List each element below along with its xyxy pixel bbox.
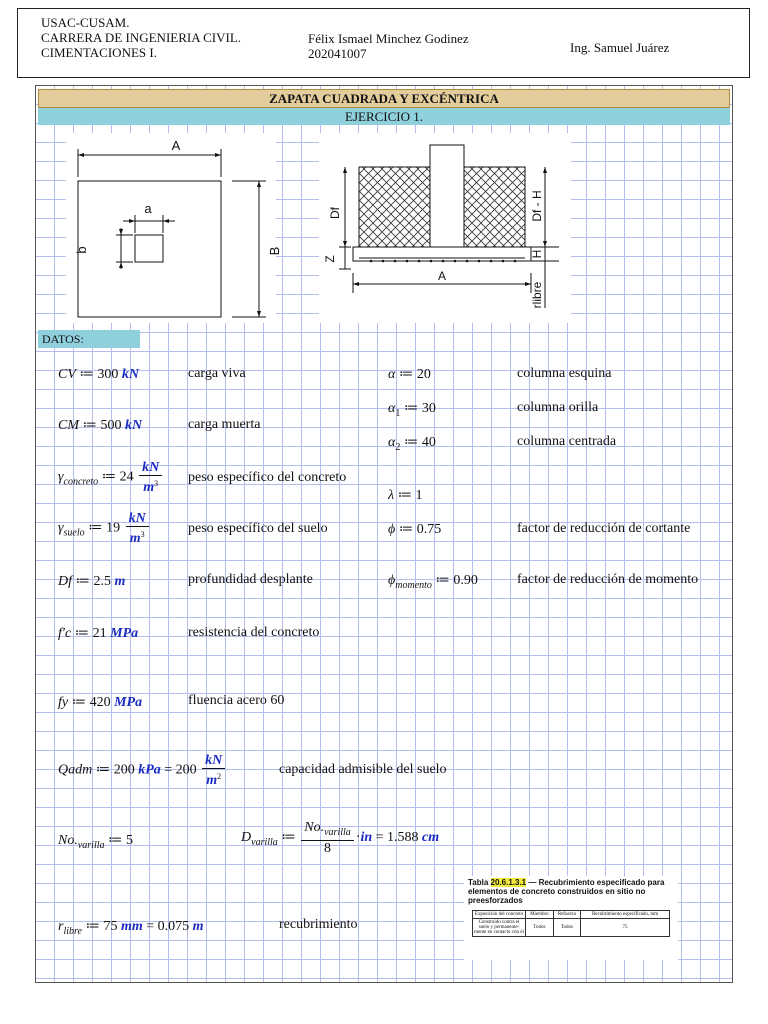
table-cell: Construido contra el suelo y permanente-mente en contacto con él — [474, 920, 524, 935]
dim-B-label: B — [267, 246, 282, 256]
column-section — [430, 145, 464, 247]
desc-alpha1: columna orilla — [517, 400, 599, 415]
student-name: Félix Ismael Minchez Godinez — [308, 31, 469, 46]
datos-label: DATOS: — [38, 330, 140, 348]
cover-table-image — [464, 876, 678, 960]
eq-fc: f′c ≔ 21 MPa — [58, 626, 139, 641]
eq-gamma-suelo: $\gamma_{suelo}$ ≔ 19 $\frac{kN}{m^3}$ — [58, 511, 151, 546]
table-cell: Todos — [526, 919, 554, 937]
footing-slab — [353, 247, 531, 261]
eq-gamma-concreto: $\gamma_{concreto}$ ≔ 24 $\frac{kN}{m^3}$ — [58, 460, 164, 495]
dim-A-section-label: A — [437, 269, 447, 283]
eq-alpha2: $\alpha_2$ ≔ 40 — [388, 435, 436, 453]
exercise-title: EJERCICIO 1. — [38, 108, 730, 125]
desc-cv: carga viva — [188, 366, 246, 381]
table-header-cell: Recubrimiento especificado, mm — [581, 911, 670, 919]
course: CIMENTACIONES I. — [41, 45, 157, 60]
desc-alpha: columna esquina — [517, 366, 612, 381]
table-header-cell: Exposición del concreto — [473, 911, 526, 919]
header-institution-block — [41, 15, 241, 60]
cover-table — [472, 910, 670, 937]
eq-lambda: λ ≔ 1 — [388, 488, 423, 503]
eq-alpha1: $\alpha_1$ ≔ 30 — [388, 401, 436, 419]
desc-gamma-concreto: peso específico del concreto — [188, 470, 347, 485]
dim-A-label: A — [171, 138, 181, 153]
eq-cv: CV ≔ 300 kN — [58, 367, 139, 382]
footing-plan-figure — [66, 133, 282, 323]
table-header-cell: Refuerzo — [553, 911, 580, 919]
dim-b-label: b — [74, 246, 89, 254]
student-id: 202041007 — [308, 46, 367, 61]
instructor: Ing. Samuel Juárez — [570, 40, 670, 55]
header-student-block — [308, 31, 469, 61]
table-cell: Todos — [553, 919, 580, 937]
footing-section-figure — [319, 133, 571, 323]
eq-qadm: Qadm ≔ 200 kPa = 200 $\frac{kN}{m^2}$ — [58, 753, 227, 788]
eq-r-libre: $r_{libre}$ ≔ 75 mm = 0.075 m — [58, 919, 204, 937]
dim-Z-label: Z — [323, 255, 337, 263]
dim-rlibre-label: rlibre — [530, 281, 544, 309]
soil-fill-right — [464, 167, 525, 247]
table-row — [473, 919, 670, 937]
dim-Df-label: Df — [328, 207, 342, 219]
dim-a-label: a — [144, 201, 152, 216]
sheet-title: ZAPATA CUADRADA Y EXCÉNTRICA — [38, 89, 730, 108]
table-cell: 75 — [581, 919, 670, 937]
desc-df: profundidad desplante — [188, 572, 313, 587]
desc-qadm: capacidad admisible del suelo — [279, 762, 447, 777]
career: CARRERA DE INGENIERIA CIVIL. — [41, 30, 242, 45]
eq-alpha: α ≔ 20 — [388, 367, 431, 382]
desc-cm: carga muerta — [188, 417, 261, 432]
desc-fc: resistencia del concreto — [188, 625, 320, 640]
dim-H-label: H — [530, 249, 544, 259]
soil-fill-left — [359, 167, 430, 247]
desc-r-libre: recubrimiento — [279, 917, 358, 932]
header-box — [17, 8, 750, 78]
dim-DfH-label: Df - H — [530, 190, 544, 222]
desc-alpha2: columna centrada — [517, 434, 617, 449]
table-header-row — [473, 911, 670, 919]
eq-no-varilla: $No._{varilla}$ ≔ 5 — [58, 833, 133, 851]
desc-phi-momento: factor de reducción de momento — [517, 572, 699, 587]
eq-cm: CM ≔ 500 kN — [58, 418, 143, 433]
eq-fy: fy ≔ 420 MPa — [58, 695, 143, 710]
cover-table-title: Tabla 20.6.1.3.1 — Recubrimiento especificado para elementos de concreto construidos en sitio no preesforzados — [468, 878, 665, 905]
worksheet — [35, 85, 733, 983]
institution: USAC-CUSAM. — [41, 15, 130, 30]
eq-phi: ϕ ≔ 0.75 — [388, 522, 442, 537]
table-header-cell: Miembro — [526, 911, 554, 919]
eq-d-varilla: $D_{varilla}$ ≔ $\frac{No._{varilla}}{8}$ ·in = 1.588 cm — [241, 820, 440, 856]
eq-df: Df ≔ 2.5 m — [58, 574, 126, 589]
desc-phi: factor de reducción de cortante — [517, 521, 691, 536]
eq-phi-momento: $\phi_{momento}$ ≔ 0.90 — [388, 573, 478, 591]
desc-gamma-suelo: peso específico del suelo — [188, 521, 328, 536]
desc-fy: fluencia acero 60 — [188, 693, 285, 708]
